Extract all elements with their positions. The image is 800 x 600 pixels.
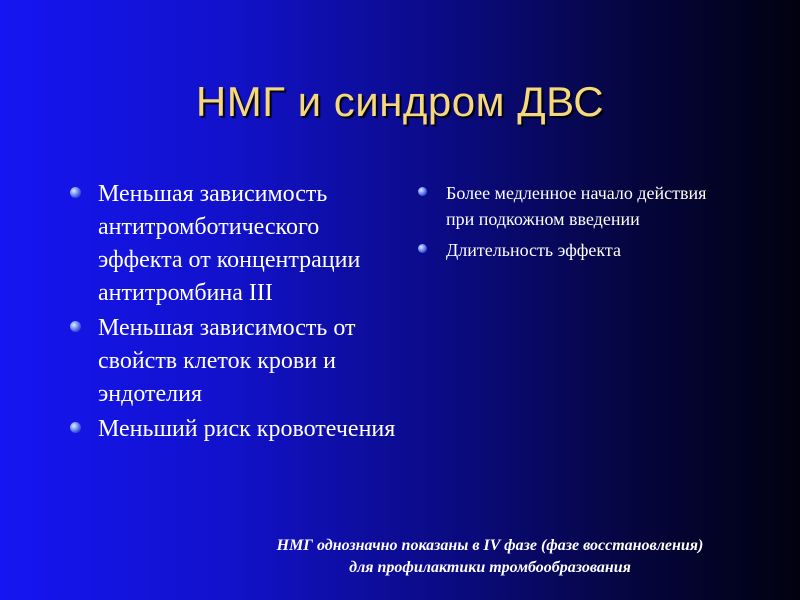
bullet-icon [70, 422, 81, 433]
list-item [70, 178, 400, 310]
bullet-icon [70, 187, 81, 198]
slide-title: НМГ и синдром ДВС [195, 78, 605, 125]
footer-note [160, 535, 800, 579]
list-item-text: Меньшая зависимость от свойств клеток крови и эндотелия [98, 315, 356, 407]
list-item-text: Меньшая зависимость антитромботического эффекта от концентрации антитромбина III [98, 181, 361, 306]
list-item-text: Меньший риск кровотечения [98, 416, 396, 442]
list-item [418, 180, 718, 232]
bullet-icon [418, 187, 427, 196]
list-item-text: Более медленное начало действия при подкожном введении [446, 183, 707, 229]
list-item-text: Длительность эффекта [446, 240, 621, 260]
list-item [418, 237, 718, 263]
list-item [70, 413, 400, 446]
footer-note-line: НМГ однозначно показаны в IV фазе (фазе восстановления) [276, 537, 704, 554]
list-item [70, 312, 400, 411]
bullet-icon [70, 321, 81, 332]
footer-note-line: для профилактики тромбообразования [349, 559, 631, 576]
left-bullet-list [70, 178, 400, 448]
right-bullet-list [418, 180, 718, 268]
bullet-icon [418, 244, 427, 253]
